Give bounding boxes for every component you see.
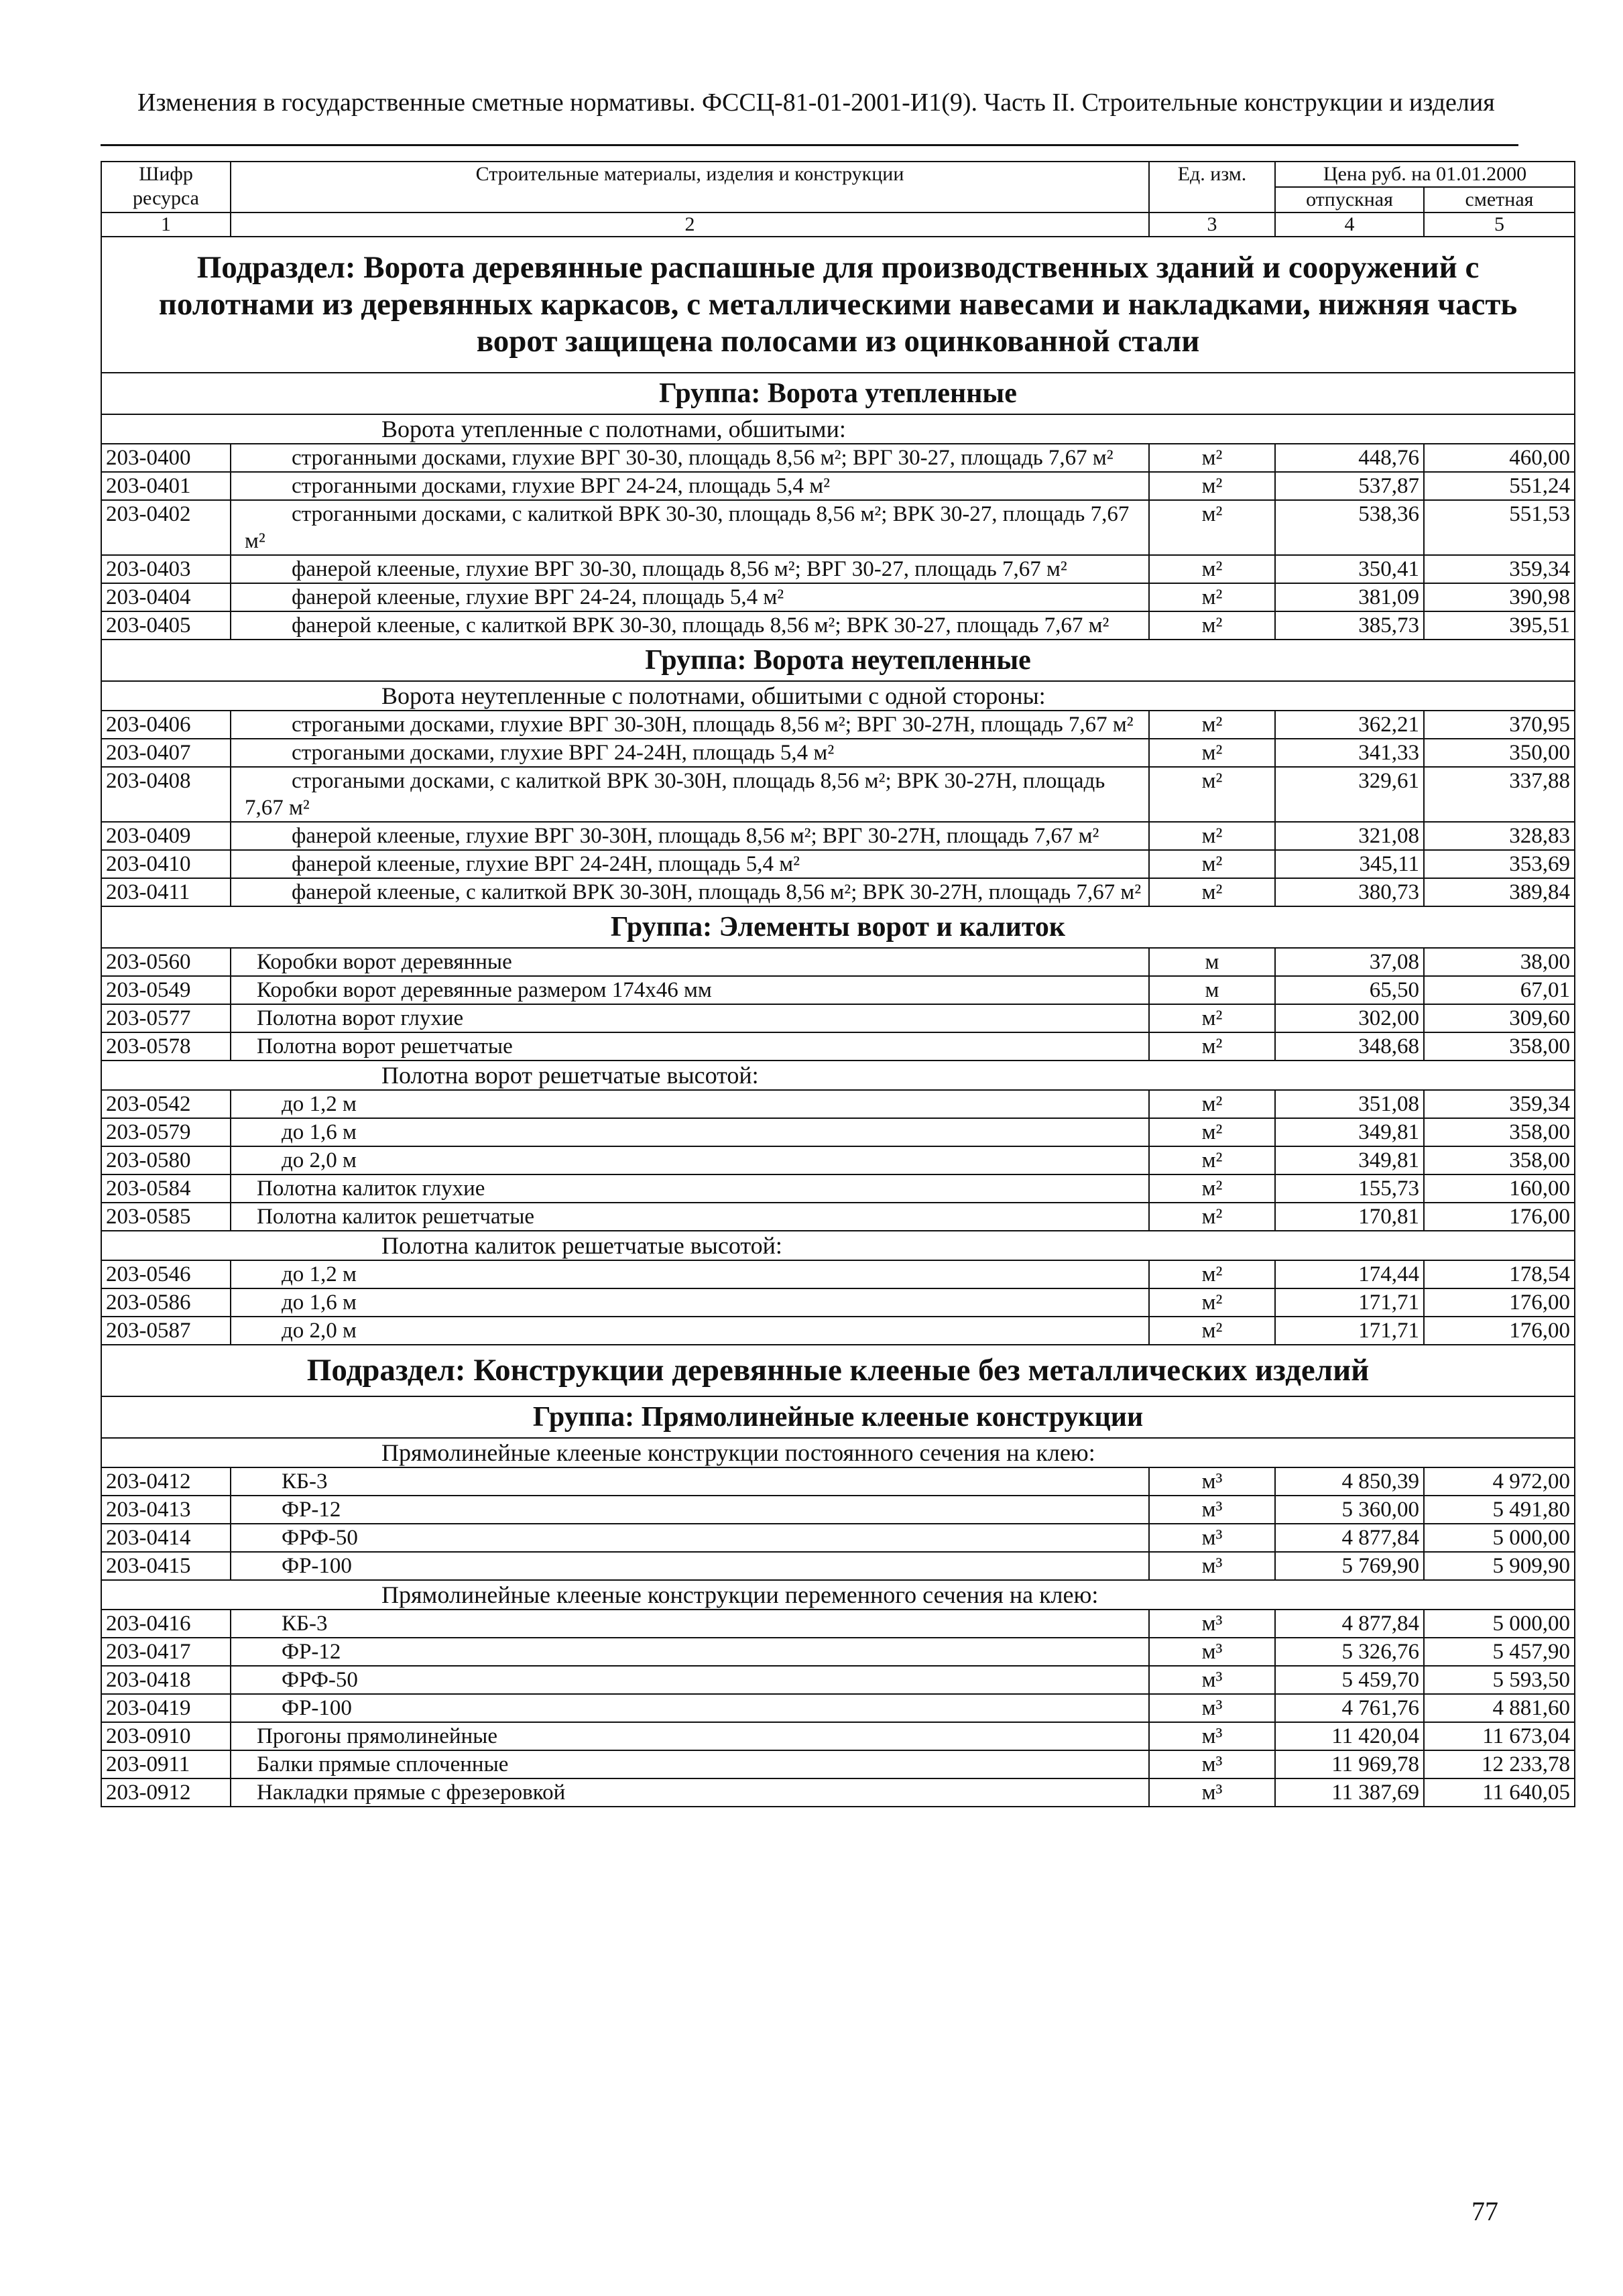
group-title-row (101, 906, 1575, 948)
release-price: 171,71 (1275, 1288, 1424, 1317)
material-name: Полотна калиток решетчатые (231, 1203, 1149, 1231)
material-name: строганными досками, с калиткой ВРК 30-30, площадь 8,56 м²; ВРК 30-27, площадь 7,67 м² (231, 500, 1149, 555)
estimate-price: 551,24 (1424, 472, 1575, 500)
release-price: 5 326,76 (1275, 1638, 1424, 1666)
material-name: до 1,6 м (231, 1288, 1149, 1317)
release-price: 351,08 (1275, 1090, 1424, 1118)
unit-of-measure: м² (1149, 1203, 1275, 1231)
unit-of-measure: м³ (1149, 1666, 1275, 1694)
resource-code: 203-0412 (101, 1467, 231, 1496)
unit-of-measure: м² (1149, 1317, 1275, 1345)
col-num-5: 5 (1424, 213, 1575, 237)
material-name: фанерой клееные, глухие ВРГ 30-30, площадь 8,56 м²; ВРГ 30-27, площадь 7,67 м² (231, 555, 1149, 583)
estimate-price: 38,00 (1424, 948, 1575, 976)
estimate-price: 359,34 (1424, 1090, 1575, 1118)
group-title: Группа: Элементы ворот и калиток (101, 906, 1575, 948)
subheading: Прямолинейные клееные конструкции постоянного сечения на клею: (231, 1438, 1575, 1467)
material-name: до 2,0 м (231, 1146, 1149, 1174)
subheading-spacer (101, 1231, 231, 1260)
material-name: Накладки прямые с фрезеровкой (231, 1778, 1149, 1807)
resource-code: 203-0586 (101, 1288, 231, 1317)
unit-of-measure: м³ (1149, 1496, 1275, 1524)
unit-of-measure: м² (1149, 555, 1275, 583)
unit-of-measure: м³ (1149, 1694, 1275, 1722)
table-row (101, 583, 1575, 611)
subheading-spacer (101, 1438, 231, 1467)
unit-of-measure: м³ (1149, 1552, 1275, 1580)
col-num-2: 2 (231, 213, 1149, 237)
release-price: 5 459,70 (1275, 1666, 1424, 1694)
estimate-price: 5 593,50 (1424, 1666, 1575, 1694)
subheading-row (101, 681, 1575, 711)
estimate-price: 11 673,04 (1424, 1722, 1575, 1750)
col-name-header: Строительные материалы, изделия и конструкции (231, 162, 1149, 213)
estimate-price: 395,51 (1424, 611, 1575, 640)
table-row (101, 472, 1575, 500)
material-name: Коробки ворот деревянные (231, 948, 1149, 976)
table-row (101, 1778, 1575, 1807)
resource-code: 203-0400 (101, 444, 231, 472)
estimate-price: 5 000,00 (1424, 1610, 1575, 1638)
release-price: 345,11 (1275, 850, 1424, 878)
resource-code: 203-0401 (101, 472, 231, 500)
unit-of-measure: м³ (1149, 1467, 1275, 1496)
resource-code: 203-0577 (101, 1004, 231, 1032)
group-title: Группа: Ворота утепленные (101, 373, 1575, 414)
estimate-price: 160,00 (1424, 1174, 1575, 1203)
table-row (101, 1722, 1575, 1750)
material-name: КБ-3 (231, 1610, 1149, 1638)
release-price: 4 850,39 (1275, 1467, 1424, 1496)
running-header: Изменения в государственные сметные нормативы. ФССЦ-81-01-2001-И1(9). Часть II. Строительные конструкции и изделия (137, 88, 1495, 117)
resource-code: 203-0912 (101, 1778, 231, 1807)
material-name: Коробки ворот деревянные размером 174х46 мм (231, 976, 1149, 1004)
release-price: 321,08 (1275, 822, 1424, 850)
table-row (101, 500, 1575, 555)
estimate-price: 309,60 (1424, 1004, 1575, 1032)
subheading-row (101, 1438, 1575, 1467)
subheading-row (101, 414, 1575, 444)
resource-code: 203-0910 (101, 1722, 231, 1750)
price-table (101, 161, 1575, 1807)
col-price-header: Цена руб. на 01.01.2000 (1275, 162, 1575, 187)
release-price: 170,81 (1275, 1203, 1424, 1231)
release-price: 350,41 (1275, 555, 1424, 583)
unit-of-measure: м (1149, 976, 1275, 1004)
table-row (101, 948, 1575, 976)
subheading-spacer (101, 1580, 231, 1610)
material-name: фанерой клееные, с калиткой ВРК 30-30, площадь 8,56 м²; ВРК 30-27, площадь 7,67 м² (231, 611, 1149, 640)
table-row (101, 1610, 1575, 1638)
table-row (101, 1552, 1575, 1580)
release-price: 5 769,90 (1275, 1552, 1424, 1580)
release-price: 155,73 (1275, 1174, 1424, 1203)
table-row (101, 1146, 1575, 1174)
material-name: строгаными досками, с калиткой ВРК 30-30Н, площадь 8,56 м²; ВРК 30-27Н, площадь 7,67 м² (231, 767, 1149, 822)
resource-code: 203-0414 (101, 1524, 231, 1552)
unit-of-measure: м² (1149, 767, 1275, 822)
estimate-price: 176,00 (1424, 1317, 1575, 1345)
unit-of-measure: м² (1149, 583, 1275, 611)
table-row (101, 1524, 1575, 1552)
subheading: Полотна ворот решетчатые высотой: (231, 1061, 1575, 1090)
material-name: Полотна ворот решетчатые (231, 1032, 1149, 1061)
table-row (101, 1638, 1575, 1666)
material-name: Полотна ворот глухие (231, 1004, 1149, 1032)
table-row (101, 1317, 1575, 1345)
release-price: 448,76 (1275, 444, 1424, 472)
release-price: 381,09 (1275, 583, 1424, 611)
resource-code: 203-0560 (101, 948, 231, 976)
group-title-row (101, 373, 1575, 414)
group-title: Группа: Прямолинейные клееные конструкции (101, 1396, 1575, 1438)
release-price: 11 420,04 (1275, 1722, 1424, 1750)
estimate-price: 4 972,00 (1424, 1467, 1575, 1496)
release-price: 4 877,84 (1275, 1524, 1424, 1552)
unit-of-measure: м³ (1149, 1524, 1275, 1552)
col-code-header: Шифр ресурса (101, 162, 231, 213)
resource-code: 203-0549 (101, 976, 231, 1004)
material-name: строганными досками, глухие ВРГ 24-24, площадь 5,4 м² (231, 472, 1149, 500)
estimate-price: 358,00 (1424, 1032, 1575, 1061)
unit-of-measure: м³ (1149, 1778, 1275, 1807)
estimate-price: 11 640,05 (1424, 1778, 1575, 1807)
material-name: ФР-100 (231, 1552, 1149, 1580)
table-row (101, 878, 1575, 906)
table-row (101, 767, 1575, 822)
col-estimate-header: сметная (1424, 187, 1575, 213)
unit-of-measure: м (1149, 948, 1275, 976)
resource-code: 203-0408 (101, 767, 231, 822)
unit-of-measure: м² (1149, 1032, 1275, 1061)
estimate-price: 358,00 (1424, 1146, 1575, 1174)
table-row (101, 1288, 1575, 1317)
table-row (101, 711, 1575, 739)
estimate-price: 460,00 (1424, 444, 1575, 472)
table-row (101, 1750, 1575, 1778)
release-price: 341,33 (1275, 739, 1424, 767)
resource-code: 203-0911 (101, 1750, 231, 1778)
resource-code: 203-0402 (101, 500, 231, 555)
material-name: до 1,2 м (231, 1090, 1149, 1118)
estimate-price: 176,00 (1424, 1288, 1575, 1317)
release-price: 348,68 (1275, 1032, 1424, 1061)
unit-of-measure: м³ (1149, 1750, 1275, 1778)
table-row (101, 1260, 1575, 1288)
material-name: фанерой клееные, глухие ВРГ 24-24Н, площадь 5,4 м² (231, 850, 1149, 878)
table-row (101, 1203, 1575, 1231)
material-name: фанерой клееные, глухие ВРГ 30-30Н, площадь 8,56 м²; ВРГ 30-27Н, площадь 7,67 м² (231, 822, 1149, 850)
table-row (101, 1467, 1575, 1496)
material-name: ФР-100 (231, 1694, 1149, 1722)
unit-of-measure: м³ (1149, 1722, 1275, 1750)
estimate-price: 12 233,78 (1424, 1750, 1575, 1778)
unit-of-measure: м² (1149, 1260, 1275, 1288)
release-price: 538,36 (1275, 500, 1424, 555)
release-price: 174,44 (1275, 1260, 1424, 1288)
unit-of-measure: м³ (1149, 1610, 1275, 1638)
release-price: 37,08 (1275, 948, 1424, 976)
subheading-row (101, 1231, 1575, 1260)
resource-code: 203-0546 (101, 1260, 231, 1288)
table-row (101, 444, 1575, 472)
resource-code: 203-0407 (101, 739, 231, 767)
resource-code: 203-0413 (101, 1496, 231, 1524)
subheading: Ворота неутепленные с полотнами, обшитыми с одной стороны: (231, 681, 1575, 711)
header-rule (101, 144, 1518, 146)
release-price: 537,87 (1275, 472, 1424, 500)
estimate-price: 328,83 (1424, 822, 1575, 850)
resource-code: 203-0411 (101, 878, 231, 906)
resource-code: 203-0403 (101, 555, 231, 583)
release-price: 171,71 (1275, 1317, 1424, 1345)
resource-code: 203-0579 (101, 1118, 231, 1146)
material-name: до 2,0 м (231, 1317, 1149, 1345)
resource-code: 203-0404 (101, 583, 231, 611)
release-price: 362,21 (1275, 711, 1424, 739)
column-number-row (101, 213, 1575, 237)
material-name: фанерой клееные, глухие ВРГ 24-24, площадь 5,4 м² (231, 583, 1149, 611)
release-price: 302,00 (1275, 1004, 1424, 1032)
subheading-row (101, 1580, 1575, 1610)
material-name: строгаными досками, глухие ВРГ 30-30Н, площадь 8,56 м²; ВРГ 30-27Н, площадь 7,67 м² (231, 711, 1149, 739)
material-name: ФРФ-50 (231, 1666, 1149, 1694)
unit-of-measure: м² (1149, 1288, 1275, 1317)
estimate-price: 389,84 (1424, 878, 1575, 906)
estimate-price: 178,54 (1424, 1260, 1575, 1288)
release-price: 4 761,76 (1275, 1694, 1424, 1722)
col-release-header: отпускная (1275, 187, 1424, 213)
col-num-3: 3 (1149, 213, 1275, 237)
release-price: 349,81 (1275, 1118, 1424, 1146)
group-title-row (101, 640, 1575, 681)
section-title-row (101, 1345, 1575, 1396)
subheading: Полотна калиток решетчатые высотой: (231, 1231, 1575, 1260)
column-header-row (101, 162, 1575, 187)
release-price: 65,50 (1275, 976, 1424, 1004)
material-name: ФРФ-50 (231, 1524, 1149, 1552)
estimate-price: 5 491,80 (1424, 1496, 1575, 1524)
unit-of-measure: м² (1149, 850, 1275, 878)
resource-code: 203-0585 (101, 1203, 231, 1231)
unit-of-measure: м² (1149, 822, 1275, 850)
unit-of-measure: м² (1149, 1118, 1275, 1146)
material-name: строгаными досками, глухие ВРГ 24-24Н, площадь 5,4 м² (231, 739, 1149, 767)
unit-of-measure: м² (1149, 500, 1275, 555)
material-name: фанерой клееные, с калиткой ВРК 30-30Н, площадь 8,56 м²; ВРК 30-27Н, площадь 7,67 м² (231, 878, 1149, 906)
estimate-price: 67,01 (1424, 976, 1575, 1004)
price-table-body (101, 162, 1575, 1807)
material-name: до 1,2 м (231, 1260, 1149, 1288)
table-row (101, 822, 1575, 850)
material-name: Полотна калиток глухие (231, 1174, 1149, 1203)
resource-code: 203-0416 (101, 1610, 231, 1638)
release-price: 385,73 (1275, 611, 1424, 640)
col-unit-header: Ед. изм. (1149, 162, 1275, 213)
col-num-4: 4 (1275, 213, 1424, 237)
group-title: Группа: Ворота неутепленные (101, 640, 1575, 681)
release-price: 5 360,00 (1275, 1496, 1424, 1524)
subheading-spacer (101, 1061, 231, 1090)
release-price: 329,61 (1275, 767, 1424, 822)
resource-code: 203-0418 (101, 1666, 231, 1694)
unit-of-measure: м² (1149, 711, 1275, 739)
subheading: Ворота утепленные с полотнами, обшитыми: (231, 414, 1575, 444)
material-name: Прогоны прямолинейные (231, 1722, 1149, 1750)
subheading: Прямолинейные клееные конструкции переменного сечения на клею: (231, 1580, 1575, 1610)
table-row (101, 739, 1575, 767)
table-row (101, 1090, 1575, 1118)
estimate-price: 359,34 (1424, 555, 1575, 583)
material-name: до 1,6 м (231, 1118, 1149, 1146)
table-row (101, 555, 1575, 583)
estimate-price: 5 457,90 (1424, 1638, 1575, 1666)
section-title: Подраздел: Конструкции деревянные клееные без металлических изделий (101, 1345, 1575, 1396)
table-row (101, 1004, 1575, 1032)
unit-of-measure: м² (1149, 739, 1275, 767)
material-name: ФР-12 (231, 1496, 1149, 1524)
estimate-price: 5 000,00 (1424, 1524, 1575, 1552)
unit-of-measure: м² (1149, 472, 1275, 500)
resource-code: 203-0587 (101, 1317, 231, 1345)
unit-of-measure: м³ (1149, 1638, 1275, 1666)
unit-of-measure: м² (1149, 1146, 1275, 1174)
resource-code: 203-0417 (101, 1638, 231, 1666)
col-num-1: 1 (101, 213, 231, 237)
page-number: 77 (1471, 2196, 1498, 2226)
section-title: Подраздел: Ворота деревянные распашные для производственных зданий и сооружений с полотнами из деревянных каркасов, с металлическими навесами и накладками, нижняя часть ворот защищена полосами из оцинкованной стали (101, 237, 1575, 373)
group-title-row (101, 1396, 1575, 1438)
unit-of-measure: м² (1149, 611, 1275, 640)
unit-of-measure: м² (1149, 1090, 1275, 1118)
estimate-price: 390,98 (1424, 583, 1575, 611)
unit-of-measure: м² (1149, 1004, 1275, 1032)
resource-code: 203-0584 (101, 1174, 231, 1203)
table-row (101, 1032, 1575, 1061)
estimate-price: 353,69 (1424, 850, 1575, 878)
estimate-price: 370,95 (1424, 711, 1575, 739)
material-name: КБ-3 (231, 1467, 1149, 1496)
estimate-price: 551,53 (1424, 500, 1575, 555)
release-price: 349,81 (1275, 1146, 1424, 1174)
resource-code: 203-0542 (101, 1090, 231, 1118)
estimate-price: 4 881,60 (1424, 1694, 1575, 1722)
table-row (101, 850, 1575, 878)
estimate-price: 350,00 (1424, 739, 1575, 767)
table-row (101, 1118, 1575, 1146)
resource-code: 203-0415 (101, 1552, 231, 1580)
estimate-price: 5 909,90 (1424, 1552, 1575, 1580)
material-name: ФР-12 (231, 1638, 1149, 1666)
resource-code: 203-0578 (101, 1032, 231, 1061)
material-name: Балки прямые сплоченные (231, 1750, 1149, 1778)
table-row (101, 1174, 1575, 1203)
resource-code: 203-0406 (101, 711, 231, 739)
unit-of-measure: м² (1149, 444, 1275, 472)
table-row (101, 611, 1575, 640)
release-price: 4 877,84 (1275, 1610, 1424, 1638)
estimate-price: 358,00 (1424, 1118, 1575, 1146)
material-name: строганными досками, глухие ВРГ 30-30, площадь 8,56 м²; ВРГ 30-27, площадь 7,67 м² (231, 444, 1149, 472)
resource-code: 203-0410 (101, 850, 231, 878)
table-row (101, 1496, 1575, 1524)
section-title-row (101, 237, 1575, 373)
subheading-spacer (101, 681, 231, 711)
estimate-price: 176,00 (1424, 1203, 1575, 1231)
subheading-row (101, 1061, 1575, 1090)
resource-code: 203-0419 (101, 1694, 231, 1722)
release-price: 11 387,69 (1275, 1778, 1424, 1807)
resource-code: 203-0405 (101, 611, 231, 640)
resource-code: 203-0580 (101, 1146, 231, 1174)
unit-of-measure: м² (1149, 1174, 1275, 1203)
table-row (101, 1694, 1575, 1722)
release-price: 11 969,78 (1275, 1750, 1424, 1778)
table-row (101, 976, 1575, 1004)
resource-code: 203-0409 (101, 822, 231, 850)
estimate-price: 337,88 (1424, 767, 1575, 822)
unit-of-measure: м² (1149, 878, 1275, 906)
release-price: 380,73 (1275, 878, 1424, 906)
table-row (101, 1666, 1575, 1694)
subheading-spacer (101, 414, 231, 444)
